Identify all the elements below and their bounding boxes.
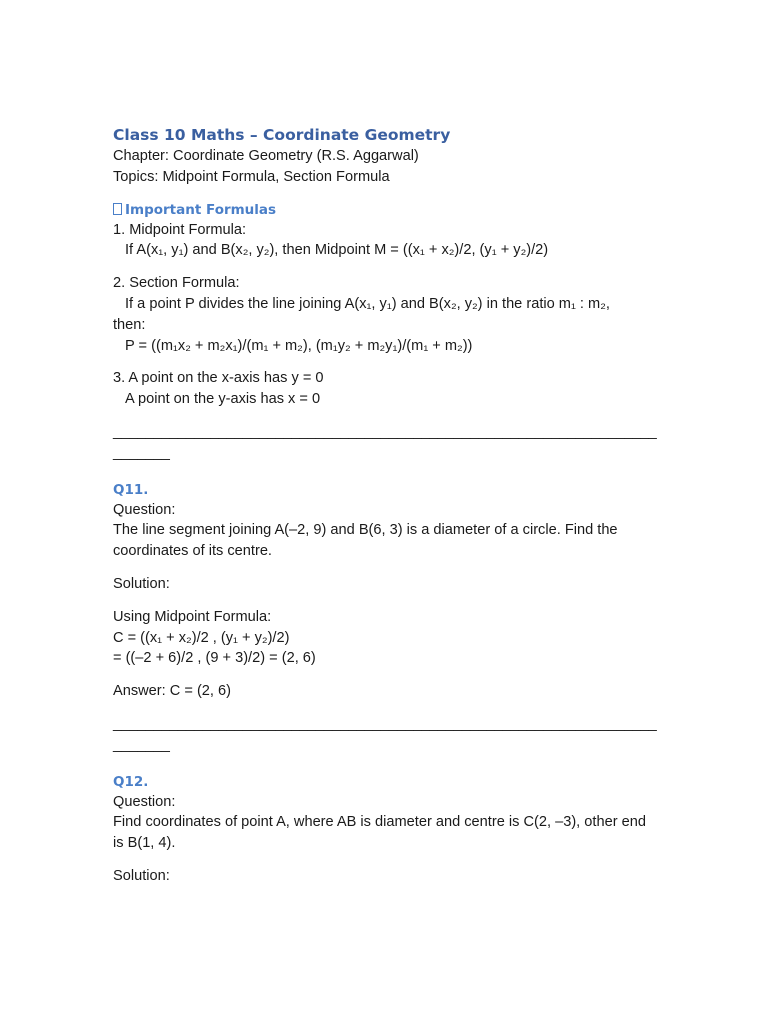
spacer	[113, 356, 658, 368]
spacer	[113, 464, 658, 480]
question-12-label: Question:	[113, 793, 176, 810]
spacer	[113, 854, 658, 866]
document-title: Class 10 Maths – Coordinate Geometry	[113, 126, 451, 144]
question-11-label: Question:	[113, 501, 176, 518]
solution-11-label: Solution:	[113, 575, 170, 592]
solution-12-label: Solution:	[113, 867, 170, 884]
question-11-heading: Q11.	[113, 481, 149, 498]
spacer	[113, 595, 658, 607]
topics-line: Topics: Midpoint Formula, Section Formula	[113, 168, 390, 185]
solution-11-method: Using Midpoint Formula:	[113, 608, 272, 625]
question-11-text: The line segment joining A(–2, 9) and B(6, 3) is a diameter of a circle. Find the coordinates of its centre.	[113, 522, 618, 560]
formula-2-text-line-2: then:	[113, 316, 146, 333]
spacer	[113, 756, 658, 772]
solution-11-step-2: = ((–2 + 6)/2 , (9 + 3)/2) = (2, 6)	[113, 650, 316, 667]
formula-2-text-line-1: If a point P divides the line joining A(x₁, y₁) and B(x₂, y₂) in the ratio m₁ : m₂,	[125, 295, 610, 312]
chapter-line: Chapter: Coordinate Geometry (R.S. Aggarwal)	[113, 148, 419, 164]
spacer	[113, 702, 658, 714]
formula-2-title: 2. Section Formula:	[113, 275, 240, 292]
spacer	[113, 188, 658, 200]
formula-2-expression: P = ((m₁x₂ + m₂x₁)/(m₁ + m₂), (m₁y₂ + m₂y₁)/(m₁ + m₂))	[125, 337, 473, 354]
spacer	[113, 669, 658, 681]
question-12-text: Find coordinates of point A, where AB is diameter and centre is C(2, –3), other end is B(1, 4).	[113, 814, 646, 852]
spacer	[113, 261, 658, 273]
formulas-heading	[113, 200, 658, 220]
solution-11-step-1: C = ((x₁ + x₂)/2 , (y₁ + y₂)/2)	[113, 629, 290, 646]
section-divider: __________________________________________________________________________	[113, 423, 657, 461]
formula-3-line-1: 3. A point on the x-axis has y = 0	[113, 370, 324, 387]
formulas-heading-text: Important Formulas	[125, 201, 277, 218]
answer-11: Answer: C = (2, 6)	[113, 683, 232, 700]
question-12-heading: Q12.	[113, 773, 149, 790]
spacer	[113, 562, 658, 574]
formula-1-title: 1. Midpoint Formula:	[113, 221, 247, 238]
formula-1-text: If A(x₁, y₁) and B(x₂, y₂), then Midpoint M = ((x₁ + x₂)/2, (y₁ + y₂)/2)	[125, 242, 549, 259]
missing-glyph-icon	[113, 203, 122, 215]
formula-3-line-2: A point on the y-axis has x = 0	[125, 391, 321, 408]
spacer	[113, 410, 658, 422]
document-page	[113, 124, 658, 887]
section-divider: __________________________________________________________________________	[113, 715, 657, 753]
